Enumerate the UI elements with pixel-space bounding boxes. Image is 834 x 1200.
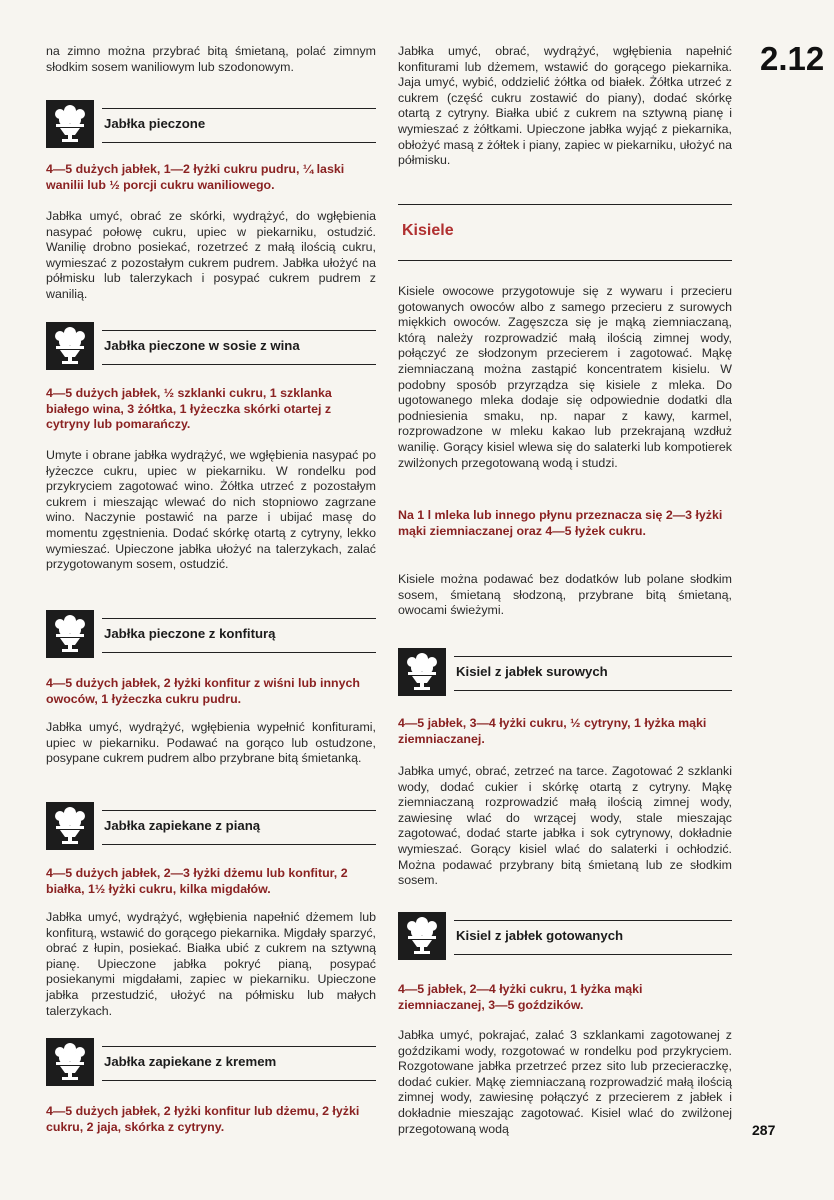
- recipe-method: Jabłka umyć, wydrążyć, wgłębienia napełnić dżemem lub konfiturą, wstawić do gorącego piekarnika. Migdały sparzyć, obrać z łupin, posiekać. Białka ubić z cukrem na sztywną pianę. Upieczone jabłka pokryć pianą, posypać posiekanymi migdałami, zapiec w piekarniku. Upieczone jabłka przestudzić, ułożyć na półmisku lub małych talerzykach.: [46, 910, 376, 1018]
- recipe-header: [46, 100, 376, 152]
- recipe-title: Jabłka zapiekane z kremem: [104, 1054, 277, 1069]
- recipe-method: Jabłka umyć, pokrajać, zalać 3 szklankami zagotowanej z goździkami wody, rozgotować w rondelku pod przykryciem. Rozgotowane jabłka przetrzeć przez sito lub przecieraczkę, dodać cukier. Mąkę ziemniaczaną rozprowadzić małą ilością zimnej wody, zawiesinę połączyć z przecierem z jabłek i dokładnie mieszając zagotować. Kisiel wlać do zwilżonej przegotowaną wodą: [398, 1028, 732, 1136]
- dessert-icon: [46, 610, 94, 658]
- recipe-method: Jabłka umyć, wydrążyć, wgłębienia wypełnić konfiturami, upiec w piekarniku. Podawać na gorąco lub ostudzone, posypane cukrem pudrem albo przybrane bitą śmietanką.: [46, 720, 376, 766]
- dessert-icon: [46, 322, 94, 370]
- right-intro: Jabłka umyć, obrać, wydrążyć, wgłębienia napełnić konfiturami lub dżemem, wstawić do gorącego piekarnika. Jaja umyć, wybić, oddzielić żółtka od białek. Żółtka utrzeć z cukrem (część cukru zostawić do piany), dodać skórkę otartą z cytryny. Białka ubić z cukrem na sztywną pianę i wymieszać z żółtkami. Upieczone jabłka wyjąć z piekarnika, obłożyć masą z żółtek i piany, zapiec w piekarniku, ułożyć na półmisku.: [398, 44, 732, 168]
- recipe-header: [46, 802, 376, 854]
- left-intro: na zimno można przybrać bitą śmietaną, polać zimnym słodkim sosem waniliowym lub szodonowym.: [46, 44, 376, 74]
- dessert-icon: [46, 100, 94, 148]
- section-text: Kisiele owocowe przygotowuje się z wywaru i przecieru gotowanych owoców albo z samego przecieru z surowych miękkich owoców. Zagęszcza się je mąką ziemniaczaną, którą należy rozprowadzić małą ilością zimnej wody, połączyć ze słodzonym przecierem i zagotować. Mąkę ziemniaczaną można zastąpić koncentratem kisielu. W podobny sposób przyrządza się kisiele z mleka. Do ugotowanego mleka dodaje się odpowiednie dodatki dla podniesienia smaku, np. napar z kawy, karmel, rozprowadzone w mleku kakao lub przekrajaną wzdłuż wanilię. Gorący kisiel wlewa się do salaterki lub kompotierek zwilżonych przegotowaną wodą i studzi.: [398, 284, 732, 470]
- recipe-ingredients: 4—5 dużych jabłek, 1—2 łyżki cukru pudru, ¼ laski wanilii lub ½ porcji cukru waniliowego.: [46, 162, 345, 192]
- section-title: Kisiele: [402, 222, 454, 239]
- recipe-title: Jabłka pieczone z konfiturą: [104, 626, 276, 641]
- recipe-header: [46, 322, 376, 374]
- recipe-title: Jabłka pieczone: [104, 116, 206, 131]
- recipe-method: Umyte i obrane jabłka wydrążyć, we wgłębienia nasypać po łyżeczce cukru, upiec w piekarniku. W rondelku pod przykryciem zagotować wino. Żółtka utrzeć z pozostałym cukrem i mieszając wlewać do nich stopniowo zagrzane wino. Naczynie postawić na parze i ubijać masę do momentu zgęstnienia. Dodać skórkę otartą z cytryny, lekko wymieszać. Upieczone jabłka ułożyć na talerzykach, zalać przygotowanym sosem, ostudzić.: [46, 448, 376, 572]
- recipe-header: [46, 610, 376, 662]
- recipe-title: Kisiel z jabłek gotowanych: [456, 928, 624, 943]
- recipe-title: Jabłka pieczone w sosie z wina: [104, 338, 300, 353]
- recipe-ingredients: 4—5 dużych jabłek, 2—3 łyżki dżemu lub konfitur, 2 białka, 1½ łyżki cukru, kilka migdałów.: [46, 866, 348, 896]
- recipe-header: [398, 912, 732, 964]
- recipe-ingredients: 4—5 dużych jabłek, 2 łyżki konfitur z wiśni lub innych owoców, 1 łyżeczka cukru pudru.: [46, 676, 360, 706]
- recipe-ingredients: 4—5 jabłek, 3—4 łyżki cukru, ½ cytryny, 1 łyżka mąki ziemniaczanej.: [398, 716, 707, 746]
- recipe-header: [398, 648, 732, 700]
- recipe-header: [46, 1038, 376, 1090]
- dessert-icon: [46, 1038, 94, 1086]
- section-note: Na 1 l mleka lub innego płynu przeznacza się 2—3 łyżki mąki ziemniaczanej oraz 4—5 łyżek cukru.: [398, 508, 723, 538]
- dessert-icon: [398, 648, 446, 696]
- dessert-icon: [46, 802, 94, 850]
- section-serving: Kisiele można podawać bez dodatków lub polane słodkim sosem, śmietaną słodzoną, przybrane bitą śmietaną, owocami świeżymi.: [398, 572, 732, 618]
- recipe-ingredients: 4—5 dużych jabłek, ½ szklanki cukru, 1 szklanka białego wina, 3 żółtka, 1 łyżeczka skórki otartej z cytryny lub pomarańczy.: [46, 386, 332, 432]
- recipe-ingredients: 4—5 dużych jabłek, 2 łyżki konfitur lub dżemu, 2 łyżki cukru, 2 jaja, skórka z cytryny.: [46, 1104, 360, 1134]
- recipe-title: Jabłka zapiekane z pianą: [104, 818, 261, 833]
- chapter-number: 2.12: [760, 40, 825, 77]
- recipe-title: Kisiel z jabłek surowych: [456, 664, 608, 679]
- dessert-icon: [398, 912, 446, 960]
- page-number: 287: [752, 1122, 776, 1138]
- recipe-ingredients: 4—5 jabłek, 2—4 łyżki cukru, 1 łyżka mąki ziemniaczanej, 3—5 goździków.: [398, 982, 643, 1012]
- recipe-method: Jabłka umyć, obrać, zetrzeć na tarce. Zagotować 2 szklanki wody, dodać cukier i skórkę otartą z cytryny. Mąkę ziemniaczaną rozprowadzić małą ilością zimnej wody, zawiesinę wlać do wrzącej wody, stale mieszając zagotować, dodać starte jabłka i sok cytrynowy, dokładnie wymieszać. Gorący kisiel wlać do salaterki i ochłodzić. Można podawać przybrany bitą śmietaną lub ze słodkim sosem.: [398, 764, 732, 888]
- recipe-method: Jabłka umyć, obrać ze skórki, wydrążyć, do wgłębienia nasypać połowę cukru, upiec w piekarniku, ostudzić. Wanilię drobno posiekać, rozetrzeć z małą ilością cukru, wymieszać z pozostałym cukrem pudrem. Jabłka ułożyć na półmisku lub talerzykach i posypać cukrem pudrem z wanilią.: [46, 209, 376, 301]
